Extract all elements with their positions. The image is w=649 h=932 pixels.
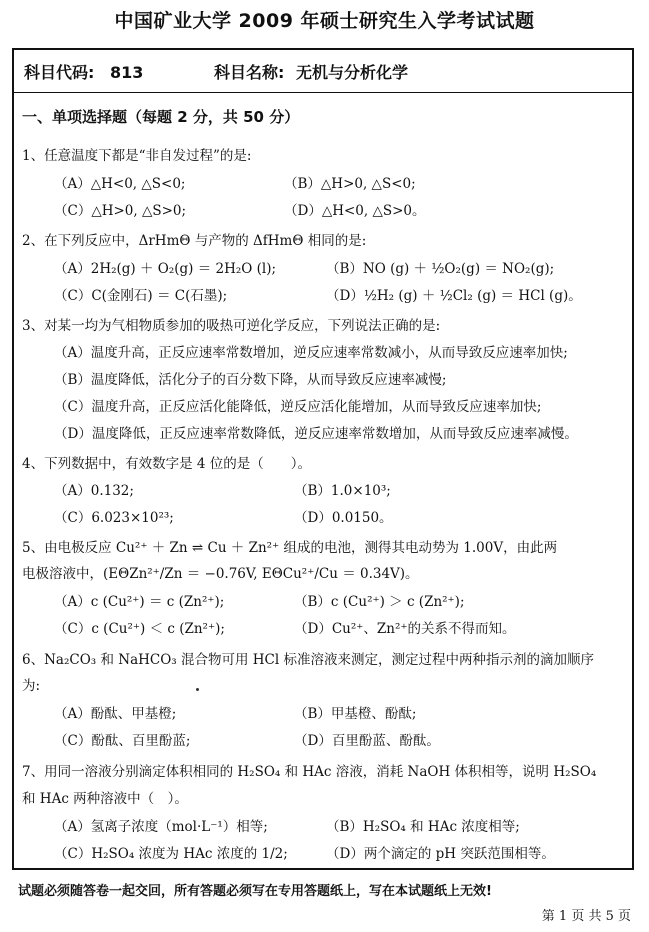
question-7-stem-continued: 和 HAc 两种溶液中（ ）。 xyxy=(22,791,188,807)
footer-notice: 试题必须随答卷一起交回，所有答题必须写在专用答题纸上，写在本试题纸上无效! xyxy=(18,884,492,899)
page-number: 第 1 页 共 5 页 xyxy=(541,909,631,924)
subject-name-label: 科目名称: xyxy=(214,63,285,82)
question-3-option-d: （D）温度降低，正反应速率常数降低，逆反应速率常数增加，从而导致反应速率减慢。 xyxy=(54,426,578,442)
question-2-option-a: （A）2H₂(g) ＋ O₂(g) ＝ 2H₂O (l); xyxy=(54,261,277,277)
question-2-option-d: （D）½H₂ (g) ＋ ½Cl₂ (g) ＝ HCl (g)。 xyxy=(326,288,582,304)
question-6-option-c: （C）酚酞、百里酚蓝; xyxy=(54,733,191,749)
question-5-option-c: （C）c (Cu²⁺) ＜ c (Zn²⁺); xyxy=(54,621,225,637)
question-1-option-a: （A）△H<0, △S<0; xyxy=(54,176,186,192)
question-1-option-d: （D）△H<0, △S>0。 xyxy=(284,203,426,219)
question-5-option-b: （B）c (Cu²⁺) ＞ c (Zn²⁺); xyxy=(294,594,465,610)
question-4-option-c: （C）6.023×10²³; xyxy=(54,510,174,526)
question-6-stem-continued: 为: xyxy=(22,678,41,694)
exam-title: 中国矿业大学 2009 年硕士研究生入学考试试题 xyxy=(114,10,535,32)
question-7-option-a: （A）氢离子浓度（mol·L⁻¹）相等; xyxy=(54,819,268,835)
question-5-stem: 5、由电极反应 Cu²⁺ ＋ Zn ⇌ Cu ＋ Zn²⁺ 组成的电池，测得其电动势为 1.00V，由此两 xyxy=(22,540,558,556)
question-5-option-a: （A）c (Cu²⁺) ＝ c (Zn²⁺); xyxy=(54,594,225,610)
section-title: 一、单项选择题（每题 2 分，共 50 分） xyxy=(22,108,300,126)
question-7-stem: 7、用同一溶液分别滴定体积相同的 H₂SO₄ 和 HAc 溶液，消耗 NaOH 体积相等，说明 H₂SO₄ xyxy=(22,764,597,780)
question-6-option-a: （A）酚酞、甲基橙; xyxy=(54,706,177,722)
question-4-option-a: （A）0.132; xyxy=(54,483,134,499)
question-3-option-c: （C）温度升高，正反应活化能降低，逆反应活化能增加，从而导致反应速率加快; xyxy=(54,399,542,415)
stray-ink-mark xyxy=(196,688,199,691)
question-6-option-d: （D）百里酚蓝、酚酞。 xyxy=(294,733,440,749)
question-3-stem: 3、对某一均为气相物质参加的吸热可逆化学反应，下列说法正确的是: xyxy=(22,318,441,334)
exam-frame xyxy=(12,48,634,870)
subject-name-group xyxy=(214,60,408,83)
question-1-option-b: （B）△H>0, △S<0; xyxy=(284,176,416,192)
subject-code-label: 科目代码: xyxy=(24,63,95,82)
question-7-option-b: （B）H₂SO₄ 和 HAc 浓度相等; xyxy=(326,819,520,835)
subject-code: 813 xyxy=(109,63,144,82)
question-3-option-a: （A）温度升高，正反应速率常数增加，逆反应速率常数减小，从而导致反应速率加快; xyxy=(54,345,568,361)
question-6-option-b: （B）甲基橙、酚酞; xyxy=(294,706,417,722)
question-5-stem-continued: 电极溶液中，(EΘZn²⁺/Zn ＝ −0.76V, EΘCu²⁺/Cu ＝ 0.34V)。 xyxy=(22,566,419,582)
question-2-option-c: （C）C(金刚石) ＝ C(石墨); xyxy=(54,288,228,304)
question-5-option-d: （D）Cu²⁺、Zn²⁺的关系不得而知。 xyxy=(294,621,516,637)
header-divider xyxy=(14,92,632,93)
question-7-option-d: （D）两个滴定的 pH 突跃范围相等。 xyxy=(326,846,555,862)
subject-row xyxy=(24,60,408,83)
question-4-option-b: （B）1.0×10³; xyxy=(294,483,391,499)
question-2-option-b: （B）NO (g) ＋ ½O₂(g) ＝ NO₂(g); xyxy=(326,261,555,277)
subject-name: 无机与分析化学 xyxy=(295,63,408,82)
question-1-option-c: （C）△H>0, △S>0; xyxy=(54,203,187,219)
question-1-stem: 1、任意温度下都是“非自发过程”的是: xyxy=(22,148,252,164)
question-6-stem: 6、Na₂CO₃ 和 NaHCO₃ 混合物可用 HCl 标准溶液来测定，测定过程中两种指示剂的滴加顺序 xyxy=(22,652,594,668)
question-3-option-b: （B）温度降低，活化分子的百分数下降，从而导致反应速率减慢; xyxy=(54,372,447,388)
question-4-stem: 4、下列数据中，有效数字是 4 位的是（ ）。 xyxy=(22,456,312,472)
question-4-option-d: （D）0.0150。 xyxy=(294,510,393,526)
question-7-option-c: （C）H₂SO₄ 浓度为 HAc 浓度的 1/2; xyxy=(54,846,288,862)
question-2-stem: 2、在下列反应中，ΔrHmΘ 与产物的 ΔfHmΘ 相同的是: xyxy=(22,233,367,249)
